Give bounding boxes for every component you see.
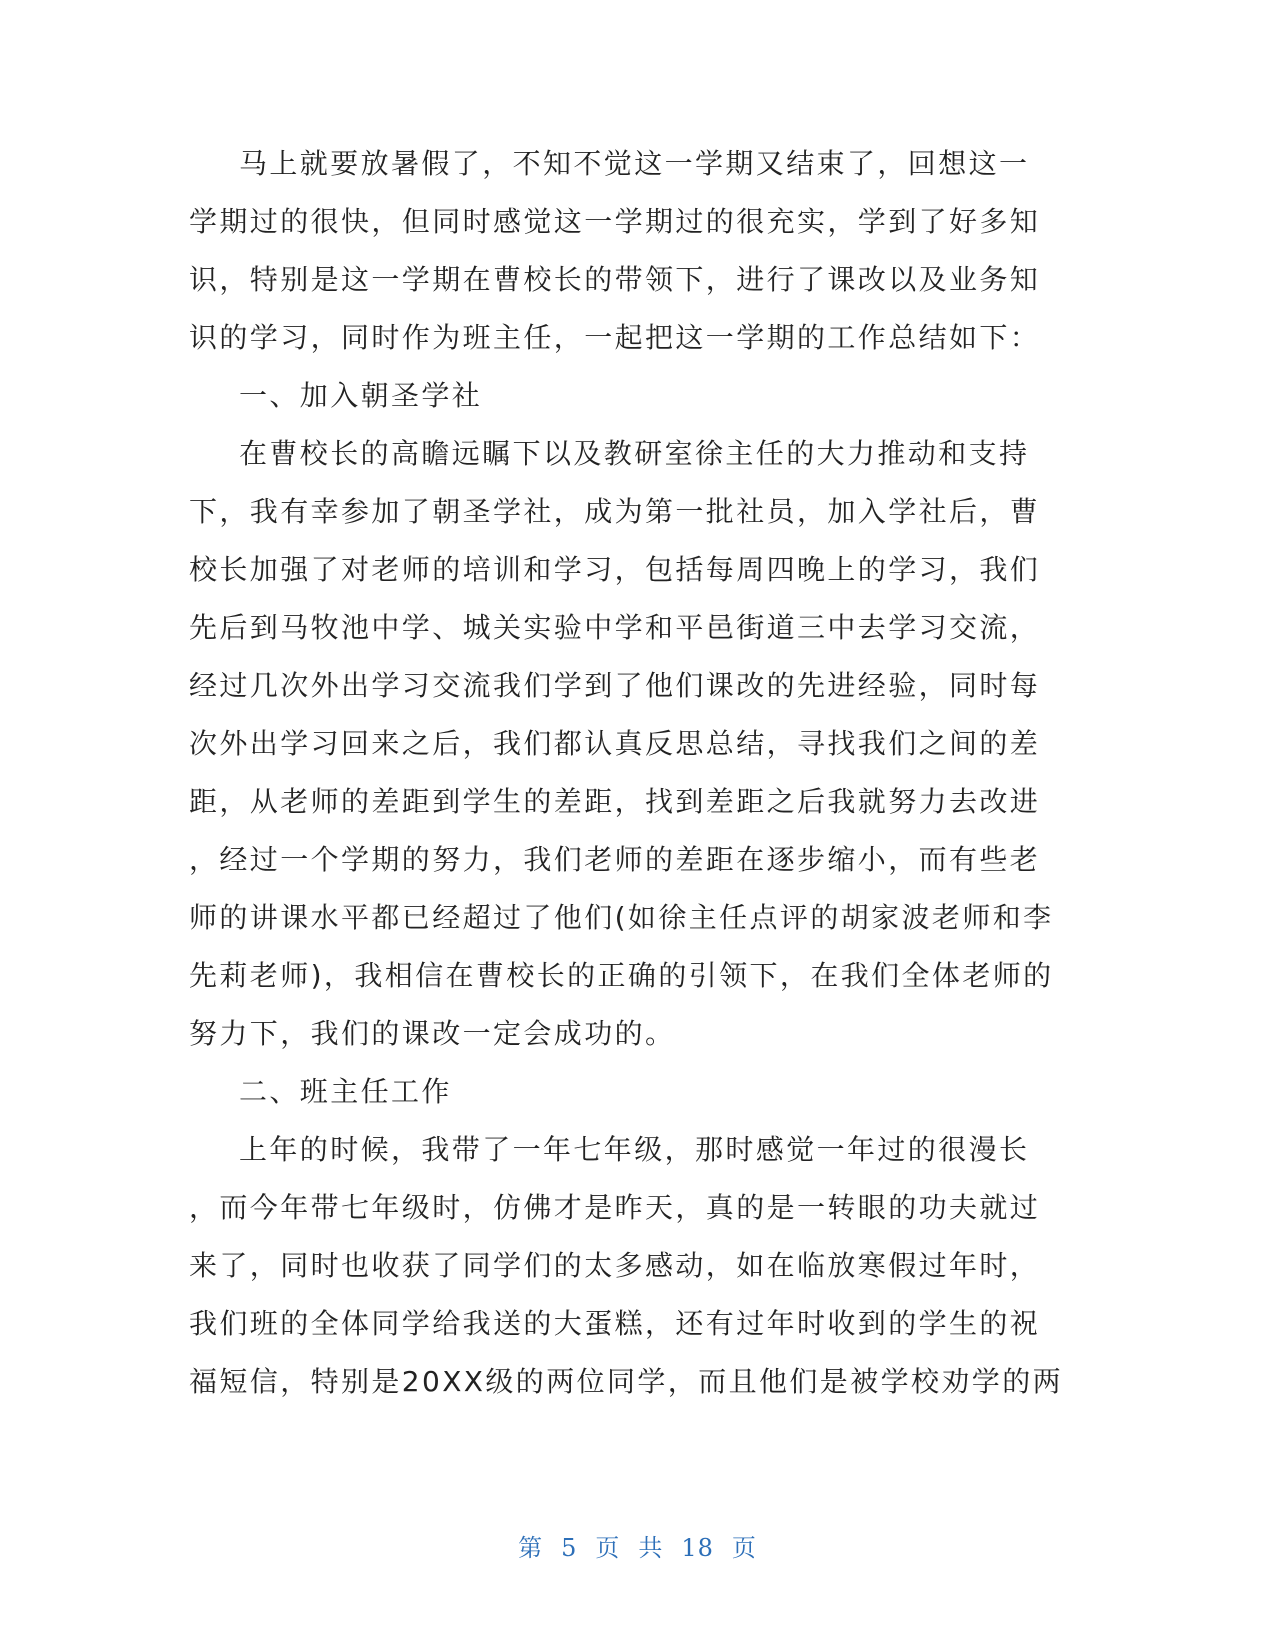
paragraph-3-line-4: 我们班的全体同学给我送的大蛋糕，还有过年时收到的学生的祝 [189,1307,1041,1340]
paragraph-2-line-9: 师的讲课水平都已经超过了他们(如徐主任点评的胡家波老师和李 [189,901,1054,934]
section-heading-1: 一、加入朝圣学社 [239,379,483,412]
paragraph-2-line-1: 在曹校长的高瞻远瞩下以及教研室徐主任的大力推动和支持 [239,437,1030,470]
paragraph-2-line-4: 先后到马牧池中学、城关实验中学和平邑街道三中去学习交流， [189,611,1041,644]
paragraph-2-line-6: 次外出学习回来之后，我们都认真反思总结，寻找我们之间的差 [189,727,1041,760]
footer-page-unit: 页 [595,1534,621,1562]
paragraph-1-line-4: 识的学习，同时作为班主任，一起把这一学期的工作总结如下： [189,321,1041,354]
paragraph-2-line-2: 下，我有幸参加了朝圣学社，成为第一批社员，加入学社后，曹 [189,495,1041,528]
footer-total-unit: 页 [731,1534,757,1562]
paragraph-2-line-8: ，经过一个学期的努力，我们老师的差距在逐步缩小，而有些老 [189,843,1041,876]
page-footer [0,1528,1275,1563]
paragraph-2-line-3: 校长加强了对老师的培训和学习，包括每周四晚上的学习，我们 [189,553,1041,586]
paragraph-1-line-1: 马上就要放暑假了，不知不觉这一学期又结束了，回想这一 [239,147,1030,180]
paragraph-2-line-11: 努力下，我们的课改一定会成功的。 [189,1017,676,1050]
paragraph-3-line-3: 来了，同时也收获了同学们的太多感动，如在临放寒假过年时， [189,1249,1041,1282]
paragraph-1-line-3: 识，特别是这一学期在曹校长的带领下，进行了课改以及业务知 [189,263,1041,296]
footer-total-pages: 18 [681,1534,714,1562]
paragraph-2-line-7: 距，从老师的差距到学生的差距，找到差距之后我就努力去改进 [189,785,1041,818]
section-heading-2: 二、班主任工作 [239,1075,452,1108]
paragraph-3-line-5: 福短信，特别是20XX级的两位同学，而且他们是被学校劝学的两 [189,1365,1063,1398]
paragraph-3-line-2: ，而今年带七年级时，仿佛才是昨天，真的是一转眼的功夫就过 [189,1191,1041,1224]
paragraph-3-line-1: 上年的时候，我带了一年七年级，那时感觉一年过的很漫长 [239,1133,1030,1166]
paragraph-2-line-5: 经过几次外出学习交流我们学到了他们课改的先进经验，同时每 [189,669,1041,702]
footer-total-label: 共 [638,1534,664,1562]
paragraph-1-line-2: 学期过的很快，但同时感觉这一学期过的很充实，学到了好多知 [189,205,1041,238]
footer-page-number: 5 [561,1534,578,1562]
paragraph-2-line-10: 先莉老师)，我相信在曹校长的正确的引领下，在我们全体老师的 [189,959,1054,992]
footer-page-label: 第 [518,1534,544,1562]
